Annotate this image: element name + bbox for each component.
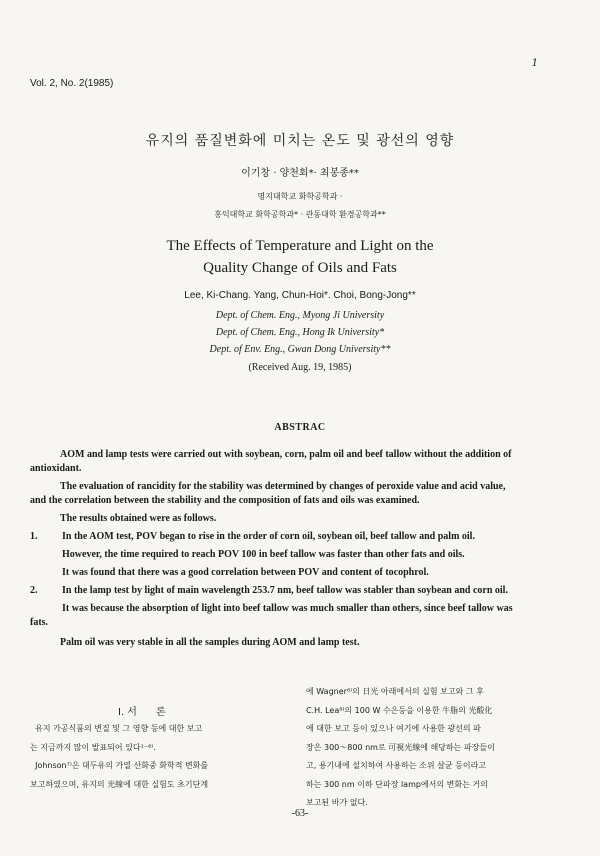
abstract-text xyxy=(30,448,575,650)
right-column-line: 에 Wagner⁸⁾의 日光 아래에서의 실험 보고와 그 후 xyxy=(306,687,484,696)
title-english-line-2: Quality Change of Oils and Fats xyxy=(203,260,397,276)
section-heading-introduction: I. 서 론 xyxy=(118,707,166,718)
abstract-p4: Palm oil was very stable in all the samples during AOM and lamp test. xyxy=(60,637,360,648)
department-1: Dept. of Chem. Eng., Myong Ji University xyxy=(215,310,385,321)
affiliation-korean-1: 명지대학교 화학공학과 · xyxy=(257,192,343,201)
authors-english: Lee, Ki-Chang. Yang, Chun-Hoi*. Choi, Bong-Jong** xyxy=(184,290,416,301)
received-date: (Received Aug. 19, 1985) xyxy=(248,362,352,373)
abstract-p2-line-1: The evaluation of rancidity for the stability was determined by changes of peroxide value and acid value, xyxy=(60,481,506,492)
right-column-line: 보고된 바가 없다. xyxy=(306,798,368,807)
result-item-1-number: 1. xyxy=(30,531,38,542)
left-column-line: 는 지금까지 많이 발표되어 있다¹⁻⁶⁾. xyxy=(30,742,156,752)
result-item-2-line-3: fats. xyxy=(30,617,49,628)
result-item-1-line-3: It was found that there was a good correlation between POV and content of tocophrol. xyxy=(62,567,429,578)
right-column-line: 장은 300～800 nm로 可視光線에 해당하는 파장들이 xyxy=(306,742,495,752)
department-2: Dept. of Chem. Eng., Hong Ik University* xyxy=(215,327,385,338)
result-item-2-line-2: It was because the absorption of light into beef tallow was much smaller than others, since beef tallow was xyxy=(62,603,513,614)
result-item-1-line-1: In the AOM test, POV began to rise in the order of corn oil, soybean oil, beef tallow and palm oil. xyxy=(62,531,475,542)
right-column-line: C.H. Lea⁹⁾의 100 W 수은등을 이용한 牛脂의 光酸化 xyxy=(306,705,493,715)
left-column-line: 보고하였으며, 유지의 光線에 대한 실험도 초기단계 xyxy=(30,779,209,789)
left-column-line: Johnson⁷⁾은 대두유의 가열 산화중 화학적 변화를 xyxy=(30,761,209,770)
title-english-line-1: The Effects of Temperature and Light on the xyxy=(166,238,434,254)
result-item-1 xyxy=(30,530,575,580)
page-mark: 1 xyxy=(531,58,538,69)
journal-reference: Vol. 2, No. 2(1985) xyxy=(30,78,114,89)
left-column xyxy=(30,720,294,794)
abstract-p3: The results obtained were as follows. xyxy=(60,513,217,524)
title-korean: 유지의 품질변화에 미치는 온도 및 광선의 영향 xyxy=(145,133,455,149)
result-item-1-line-2: However, the time required to reach POV 100 in beef tallow was faster than other fats and oils. xyxy=(62,549,465,560)
left-column-line: 유지 가공식품의 변질 및 그 영향 등에 대한 보고 xyxy=(30,724,203,733)
right-column-line: 하는 300 nm 이하 단파장 lamp에서의 변화는 거의 xyxy=(306,779,488,789)
result-item-2-number: 2. xyxy=(30,585,38,596)
affiliation-korean-2: 홍익대학교 화학공학과* · 관동대학 환경공학과** xyxy=(214,210,386,219)
right-column-line: 고, 용기내에 설치하여 사용하는 소위 살균 등이라고 xyxy=(306,761,487,770)
result-item-2 xyxy=(30,584,575,630)
abstract-heading: ABSTRAC xyxy=(274,422,326,433)
right-column-line: 에 대한 보고 등이 있으나 여기에 사용한 광선의 파 xyxy=(306,724,481,733)
abstract-p2-line-2: and the correlation between the stability and the composition of fats and oils was examined. xyxy=(30,495,420,506)
abstract-p1-line-2: antioxidant. xyxy=(30,463,82,474)
page-number: -63- xyxy=(291,808,309,819)
department-3: Dept. of Env. Eng., Gwan Dong University** xyxy=(209,344,391,355)
result-item-2-line-1: In the lamp test by light of main wavelength 253.7 nm, beef tallow was stabler than soybean and corn oil. xyxy=(62,585,508,596)
authors-korean: 이기창 · 양천회*· 최봉종** xyxy=(241,168,359,179)
abstract-p1-line-1: AOM and lamp tests were carried out with soybean, corn, palm oil and beef tallow without the addition of xyxy=(60,449,512,460)
right-column xyxy=(306,683,576,813)
